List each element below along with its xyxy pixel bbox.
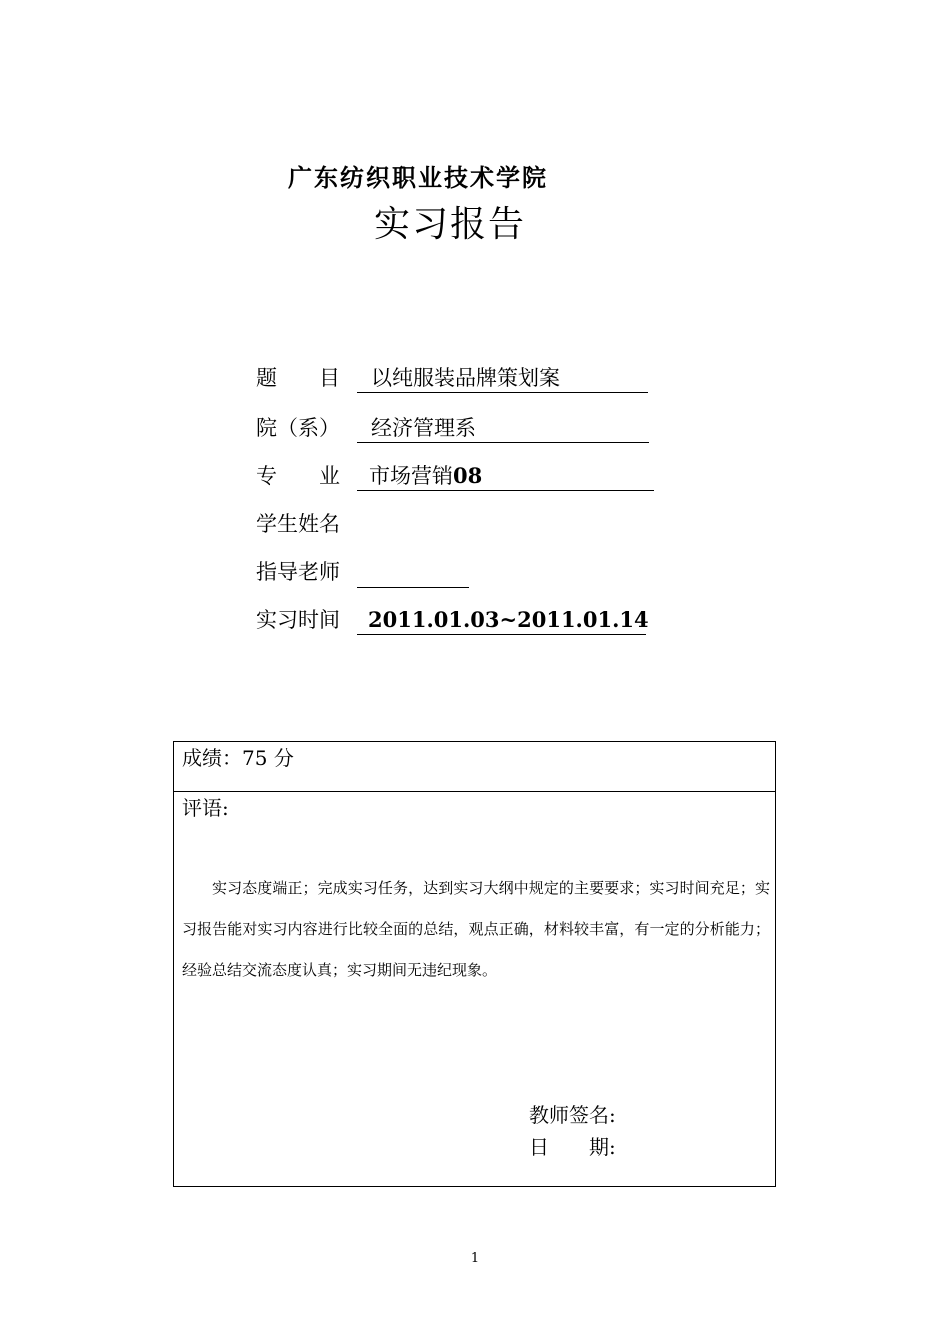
student-name-label: 学生姓名 [256,512,340,536]
comment-text: 实习态度端正；完成实习任务，达到实习大纲中规定的主要要求；实习时间充足；实习报告能对实习内容进行比较全面的总结，观点正确，材料较丰富，有一定的分析能力；经验总结交流态度认真；实习期间无违纪现象。 [182,879,770,979]
topic-value: 以纯服装品牌策划案 [357,364,648,393]
score-unit: 分 [273,746,294,770]
period-value: 2011.01.03~2011.01.14 [357,606,646,635]
department-label: 院（系） [256,416,340,440]
evaluation-box [173,741,776,1187]
period-label: 实习时间 [256,608,340,632]
score-value: 75 [242,746,268,770]
advisor-value-line [357,558,469,588]
topic-label: 题 目 [256,366,340,390]
advisor-label: 指导老师 [256,560,340,584]
comment-label: 评语: [182,796,229,820]
report-title: 实习报告 [374,204,527,245]
date-label: 日 期: [529,1135,616,1159]
score-line [182,744,294,772]
school-name: 广东纺织职业技术学院 [288,164,548,192]
major-value [357,462,654,491]
major-name: 市场营销 [369,464,453,488]
score-label: 成绩： [182,746,242,770]
major-class-number: 08 [453,463,483,488]
page-number: 1 [470,1251,480,1266]
box-divider [174,791,775,792]
major-label: 专 业 [256,464,340,488]
department-value: 经济管理系 [357,414,649,443]
teacher-signature-label: 教师签名: [529,1103,616,1127]
